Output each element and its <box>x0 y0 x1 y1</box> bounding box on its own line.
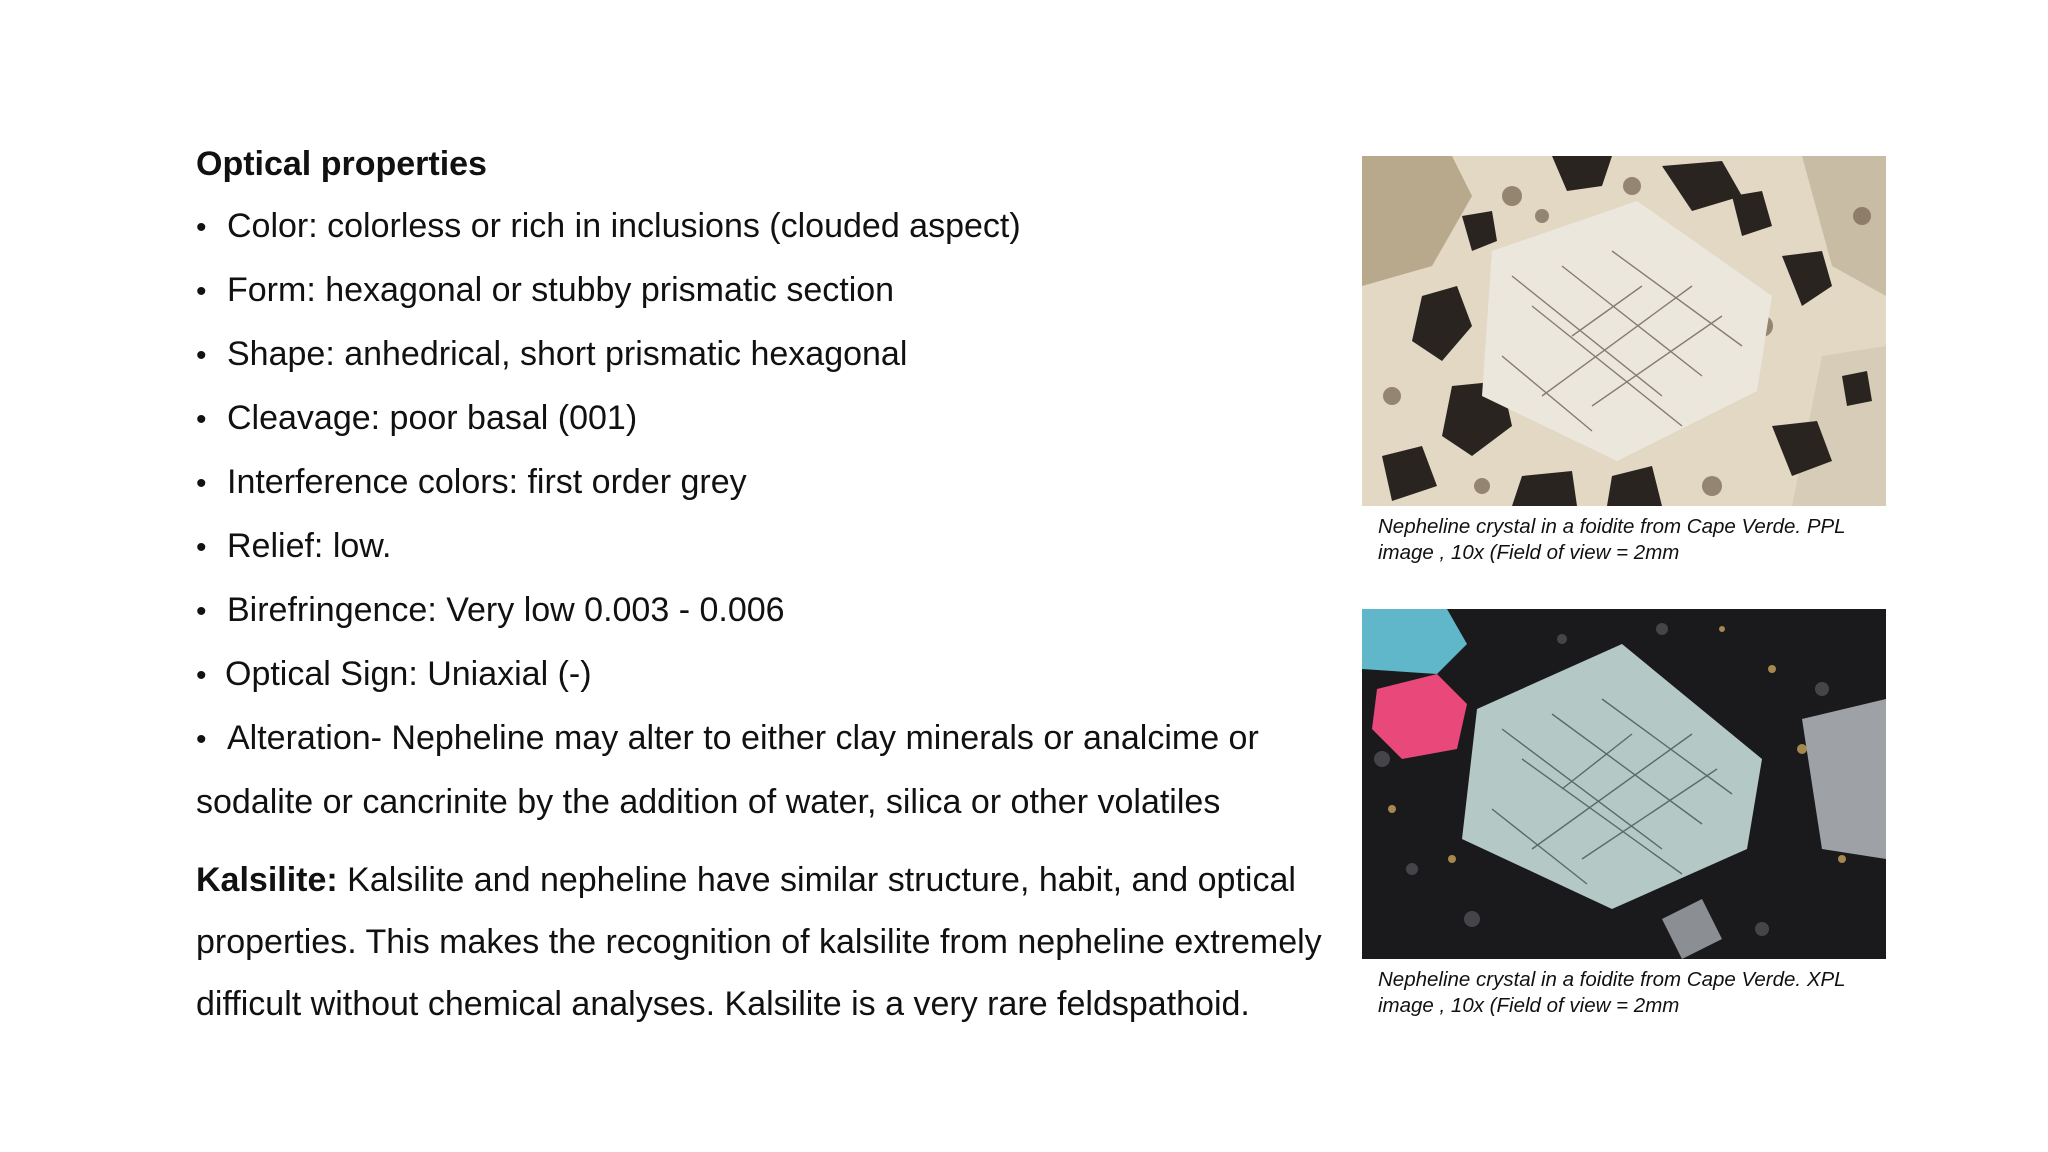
list-item-text: Birefringence: Very low 0.003 - 0.006 <box>227 591 785 629</box>
list-item <box>196 394 1346 444</box>
bullet-icon: • <box>196 275 207 308</box>
list-item-text: Color: colorless or rich in inclusions (clouded aspect) <box>227 207 1021 245</box>
text-column <box>196 140 1346 1035</box>
bullet-icon: • <box>196 211 207 244</box>
bullet-icon: • <box>196 403 207 436</box>
optical-properties-list <box>196 202 1346 833</box>
kalsilite-text: Kalsilite and nepheline have similar structure, habit, and optical properties. This makes the recognition of kalsilite from nepheline extremely difficult without chemical analyses. Kalsilite is a very rare feldspathoid. <box>196 861 1322 1023</box>
figure-xpl <box>1362 609 1886 1019</box>
list-item-text: Alteration- Nepheline may alter to either clay minerals or analcime or sodalite or cancrinite by the addition of water, silica or other volatiles <box>196 719 1259 821</box>
bullet-icon: • <box>196 467 207 500</box>
nepheline-ppl-micrograph <box>1362 156 1886 506</box>
figure-caption: Nepheline crystal in a foidite from Cape Verde. PPL image , 10x (Field of view = 2mm <box>1378 515 1846 564</box>
kalsilite-paragraph <box>196 849 1346 1035</box>
list-item <box>196 330 1346 380</box>
list-item <box>196 707 1346 833</box>
figure-caption: Nepheline crystal in a foidite from Cape Verde. XPL image , 10x (Field of view = 2mm <box>1378 968 1846 1017</box>
list-item <box>196 522 1346 572</box>
bullet-icon: • <box>196 339 207 372</box>
list-item-text: Optical Sign: Uniaxial (-) <box>225 655 592 693</box>
kalsilite-term: Kalsilite: <box>196 861 338 899</box>
list-item-text: Form: hexagonal or stubby prismatic section <box>227 271 895 309</box>
list-item-text: Relief: low. <box>227 527 392 565</box>
nepheline-xpl-micrograph <box>1362 609 1886 959</box>
list-item <box>196 458 1346 508</box>
list-item <box>196 266 1346 316</box>
figure-ppl <box>1362 156 1886 566</box>
list-item <box>196 202 1346 252</box>
list-item <box>196 650 1346 700</box>
list-item-text: Interference colors: first order grey <box>227 463 747 501</box>
list-item-text: Cleavage: poor basal (001) <box>227 399 638 437</box>
list-item-text: Shape: anhedrical, short prismatic hexagonal <box>227 335 908 373</box>
bullet-icon: • <box>196 659 207 692</box>
section-heading: Optical properties <box>196 145 487 183</box>
bullet-icon: • <box>196 531 207 564</box>
bullet-icon: • <box>196 595 207 628</box>
bullet-icon: • <box>196 723 207 756</box>
list-item <box>196 586 1346 636</box>
